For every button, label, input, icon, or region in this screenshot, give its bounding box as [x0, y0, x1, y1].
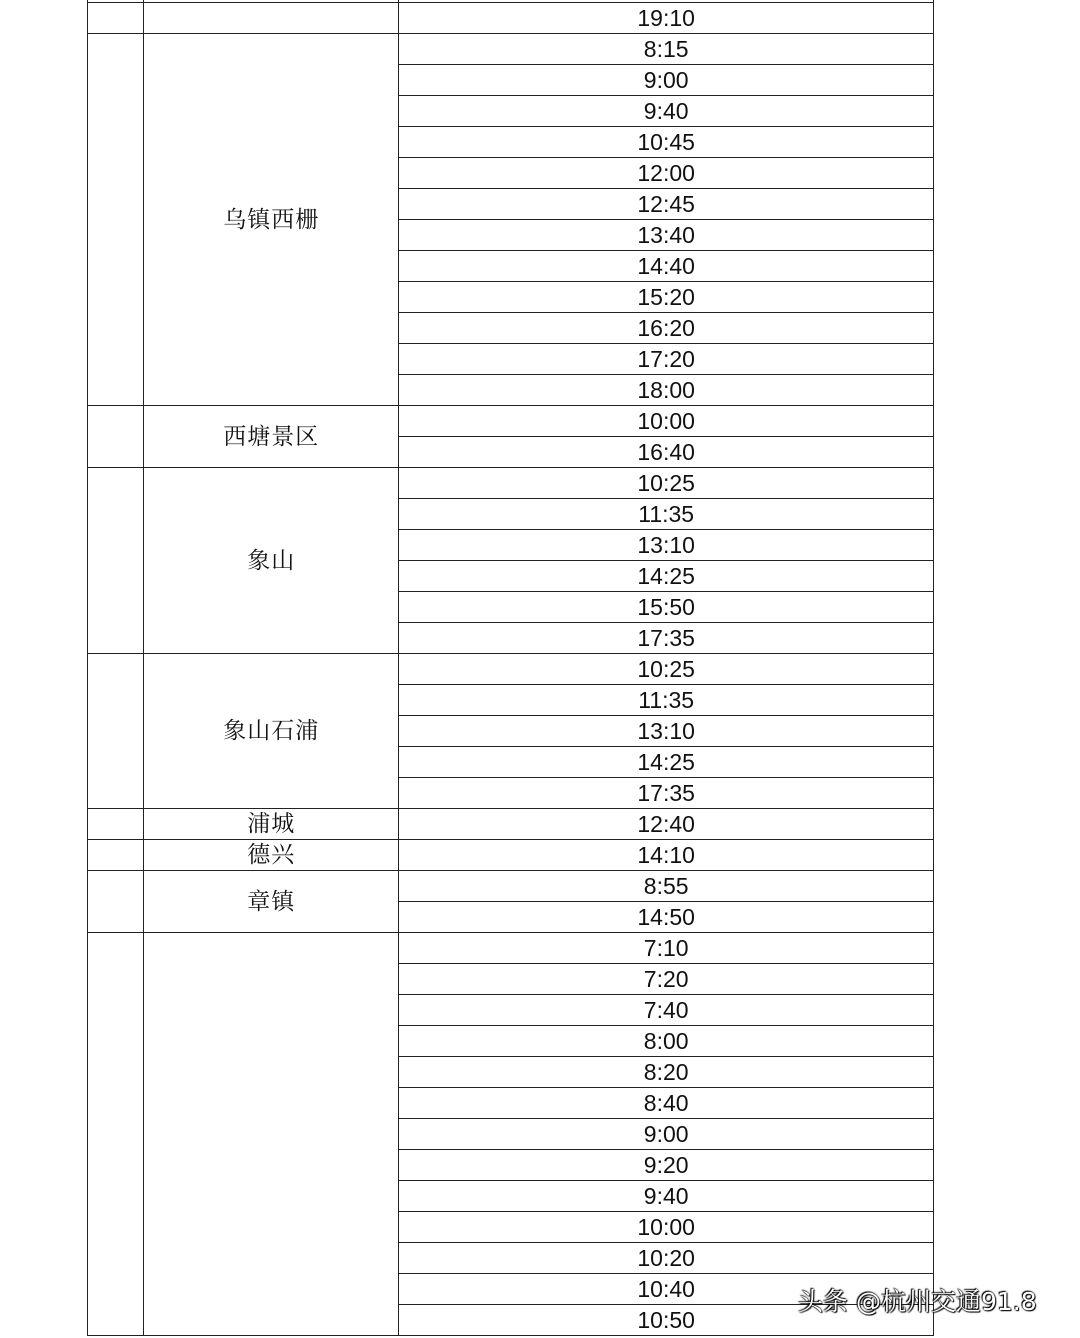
departure-time-cell: 17:20 [399, 344, 934, 375]
schedule-row [88, 34, 934, 65]
index-cell [88, 809, 144, 840]
schedule-row [88, 933, 934, 964]
destination-cell: 浦城 [144, 809, 399, 840]
index-cell [88, 654, 144, 809]
departure-time-cell: 14:10 [399, 840, 934, 871]
departure-time-cell: 13:10 [399, 530, 934, 561]
destination-cell: 章镇 [144, 871, 399, 933]
departure-time-cell: 10:45 [399, 127, 934, 158]
index-cell [88, 840, 144, 871]
watermark-text: 头条 @杭州交通91.8 [798, 1287, 1037, 1316]
departure-time-cell: 13:10 [399, 716, 934, 747]
destination-cell: 象山石浦 [144, 654, 399, 809]
departure-time-cell: 16:40 [399, 437, 934, 468]
departure-time-cell: 13:40 [399, 220, 934, 251]
departure-time-cell: 9:20 [399, 1150, 934, 1181]
departure-time-cell: 8:15 [399, 34, 934, 65]
departure-time-cell: 10:40 [399, 1274, 934, 1305]
departure-time-cell: 9:40 [399, 96, 934, 127]
index-cell [88, 34, 144, 406]
schedule-row [88, 840, 934, 871]
departure-time-cell: 9:00 [399, 1119, 934, 1150]
departure-time-cell: 17:35 [399, 623, 934, 654]
departure-time-cell: 14:25 [399, 747, 934, 778]
departure-time-cell: 10:25 [399, 468, 934, 499]
departure-time-cell: 10:00 [399, 406, 934, 437]
departure-time-cell: 12:45 [399, 189, 934, 220]
schedule-body [88, 0, 934, 1336]
destination-cell: 象山 [144, 468, 399, 654]
destination-cell [144, 933, 399, 1336]
departure-time-cell: 10:50 [399, 1305, 934, 1336]
schedule-row [88, 809, 934, 840]
index-cell [88, 3, 144, 34]
destination-cell: 西塘景区 [144, 406, 399, 468]
destination-cell [144, 3, 399, 34]
departure-time-cell: 8:20 [399, 1057, 934, 1088]
departure-time-cell: 18:00 [399, 375, 934, 406]
destination-cell: 乌镇西栅 [144, 34, 399, 406]
departure-time-cell: 16:20 [399, 313, 934, 344]
departure-time-cell: 7:40 [399, 995, 934, 1026]
departure-time-cell: 10:00 [399, 1212, 934, 1243]
departure-time-cell: 8:40 [399, 1088, 934, 1119]
departure-time-cell: 12:00 [399, 158, 934, 189]
departure-time-cell: 10:25 [399, 654, 934, 685]
departure-time-cell: 9:00 [399, 65, 934, 96]
destination-cell: 德兴 [144, 840, 399, 871]
departure-time-cell: 11:35 [399, 499, 934, 530]
index-cell [88, 933, 144, 1336]
index-cell [88, 871, 144, 933]
departure-time-cell: 7:10 [399, 933, 934, 964]
departure-time-cell: 14:40 [399, 251, 934, 282]
departure-time-cell: 10:20 [399, 1243, 934, 1274]
departure-time-cell: 8:55 [399, 871, 934, 902]
departure-time-cell: 9:40 [399, 1181, 934, 1212]
index-cell [88, 468, 144, 654]
departure-time-cell: 8:00 [399, 1026, 934, 1057]
departure-time-cell: 19:10 [399, 3, 934, 34]
departure-time-cell: 7:20 [399, 964, 934, 995]
schedule-row [88, 871, 934, 902]
index-cell [88, 406, 144, 468]
departure-time-cell: 11:35 [399, 685, 934, 716]
departure-time-cell: 15:50 [399, 592, 934, 623]
departure-time-cell: 14:25 [399, 561, 934, 592]
departure-time-cell: 14:50 [399, 902, 934, 933]
schedule-row [88, 654, 934, 685]
departure-time-cell: 12:40 [399, 809, 934, 840]
bus-schedule-table [87, 0, 934, 1336]
schedule-row [88, 3, 934, 34]
schedule-row [88, 468, 934, 499]
schedule-row [88, 406, 934, 437]
departure-time-cell: 15:20 [399, 282, 934, 313]
departure-time-cell: 17:35 [399, 778, 934, 809]
